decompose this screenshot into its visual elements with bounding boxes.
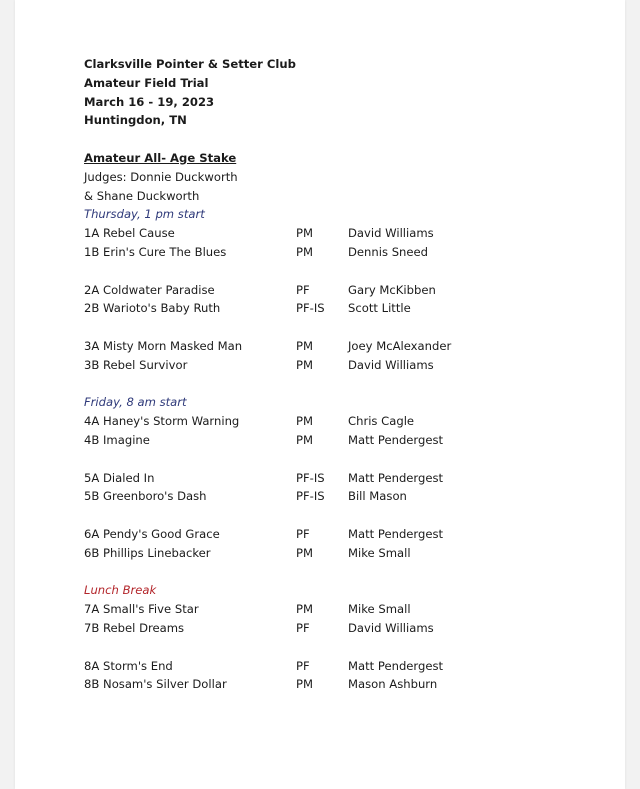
spacer <box>84 375 624 394</box>
handler-name: Matt Pendergest <box>348 658 444 673</box>
handler-name: Gary McKibben <box>348 282 436 297</box>
dog-name: 7A Small's Five Star <box>84 602 199 617</box>
handler-name: David Williams <box>348 357 434 372</box>
dog-name: 8B Nosam's Silver Dollar <box>84 677 227 692</box>
category-code: PM <box>296 357 313 372</box>
brace-row <box>84 619 624 638</box>
category-code: PM <box>296 432 313 447</box>
category-code: PM <box>296 677 313 692</box>
spacer <box>84 638 624 657</box>
category-code: PM <box>296 545 313 560</box>
brace-row <box>84 675 624 694</box>
document-page <box>15 0 625 789</box>
spacer <box>84 563 624 582</box>
handler-name: Mike Small <box>348 602 411 617</box>
handler-name: Mike Small <box>348 545 411 560</box>
handler-name: Mason Ashburn <box>348 677 438 692</box>
handler-name: Scott Little <box>348 301 411 316</box>
spacer <box>84 450 624 469</box>
dog-name: 3A Misty Morn Masked Man <box>84 338 243 353</box>
friday-heading: Friday, 8 am start <box>84 395 187 410</box>
thursday-heading: Thursday, 1 pm start <box>84 207 205 222</box>
spacer <box>84 262 624 281</box>
category-code: PM <box>296 338 313 353</box>
brace-row <box>84 544 624 563</box>
handler-name: Matt Pendergest <box>348 526 444 541</box>
category-code: PF <box>296 282 310 297</box>
dog-name: 4A Haney's Storm Warning <box>84 414 240 429</box>
brace-row <box>84 224 624 243</box>
handler-name: David Williams <box>348 620 434 635</box>
handler-name: Matt Pendergest <box>348 470 444 485</box>
brace-row <box>84 299 624 318</box>
judges-line-2: & Shane Duckworth <box>84 188 200 203</box>
document-body <box>84 55 624 694</box>
brace-row <box>84 657 624 676</box>
brace-row <box>84 281 624 300</box>
event-dates: March 16 - 19, 2023 <box>84 94 215 109</box>
handler-name: Chris Cagle <box>348 414 415 429</box>
stake-title: Amateur All- Age Stake <box>84 150 237 165</box>
handler-name: Bill Mason <box>348 489 407 504</box>
handler-name: Joey McAlexander <box>348 338 452 353</box>
lunch-break-heading: Lunch Break <box>84 583 157 598</box>
handler-name: David Williams <box>348 226 434 241</box>
category-code: PF <box>296 658 310 673</box>
category-code: PM <box>296 414 313 429</box>
dog-name: 5A Dialed In <box>84 470 155 485</box>
dog-name: 1B Erin's Cure The Blues <box>84 244 227 259</box>
dog-name: 6A Pendy's Good Grace <box>84 526 220 541</box>
brace-row <box>84 525 624 544</box>
category-code: PM <box>296 244 313 259</box>
dog-name: 3B Rebel Survivor <box>84 357 188 372</box>
dog-name: 6B Phillips Linebacker <box>84 545 211 560</box>
judges-line-1: Judges: Donnie Duckworth <box>84 169 238 184</box>
category-code: PF-IS <box>296 489 325 504</box>
handler-name: Matt Pendergest <box>348 432 444 447</box>
dog-name: 5B Greenboro's Dash <box>84 489 207 504</box>
spacer <box>84 130 624 149</box>
dog-name: 8A Storm's End <box>84 658 173 673</box>
brace-row <box>84 412 624 431</box>
dog-name: 2A Coldwater Paradise <box>84 282 215 297</box>
category-code: PF <box>296 620 310 635</box>
club-name: Clarksville Pointer & Setter Club <box>84 57 296 71</box>
brace-row <box>84 487 624 506</box>
dog-name: 7B Rebel Dreams <box>84 620 185 635</box>
brace-row <box>84 337 624 356</box>
category-code: PF-IS <box>296 301 325 316</box>
brace-row <box>84 243 624 262</box>
brace-row <box>84 469 624 488</box>
category-code: PM <box>296 602 313 617</box>
brace-row <box>84 431 624 450</box>
event-name: Amateur Field Trial <box>84 75 209 90</box>
event-location: Huntingdon, TN <box>84 113 187 128</box>
spacer <box>84 318 624 337</box>
dog-name: 4B Imagine <box>84 432 150 447</box>
spacer <box>84 506 624 525</box>
handler-name: Dennis Sneed <box>348 244 429 259</box>
category-code: PM <box>296 226 313 241</box>
dog-name: 1A Rebel Cause <box>84 226 175 241</box>
category-code: PF-IS <box>296 470 325 485</box>
category-code: PF <box>296 526 310 541</box>
brace-row <box>84 356 624 375</box>
brace-row <box>84 600 624 619</box>
dog-name: 2B Warioto's Baby Ruth <box>84 301 221 316</box>
